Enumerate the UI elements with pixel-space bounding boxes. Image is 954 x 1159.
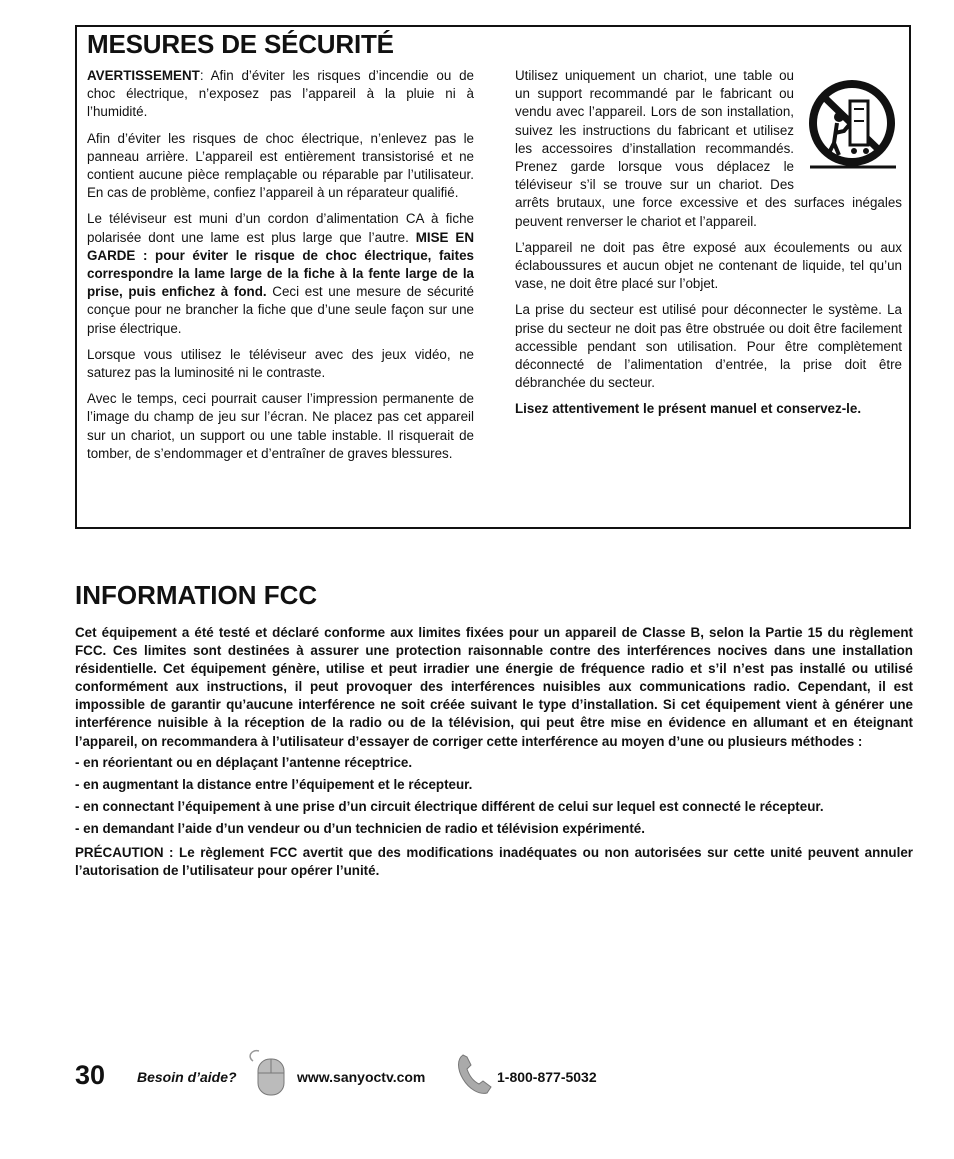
plug-end: Ceci est une mesure de sécurité conçue pour ne brancher la fiche que d’une seule façon sur une prise électrique. [87, 284, 475, 336]
fcc-title: INFORMATION FCC [75, 580, 318, 610]
safety-right-column [515, 67, 902, 427]
website-link[interactable]: www.sanyoctv.com [297, 1069, 426, 1085]
help-text: Besoin d’aide? [137, 1069, 237, 1085]
warning-label: AVERTISSEMENT [87, 68, 200, 83]
fcc-precaution: PRÉCAUTION : Le règlement FCC avertit que des modifications inadéquates ou non autorisées sur cette unité peuvent annuler l’autorisation de l’utilisateur pour opérer l’unité. [75, 845, 913, 879]
polarized-plug-paragraph [87, 210, 474, 337]
safety-box [75, 25, 911, 529]
safety-left-column [87, 67, 474, 471]
plug-caution: MISE EN GARDE : pour éviter le risque de choc électrique, faites correspondre la lame large de la fiche à la fente large de la prise, puis enfichez à fond. [87, 229, 474, 300]
phone-icon [455, 1051, 499, 1097]
fcc-method-item: - en augmentant la distance entre l’équipement et le récepteur. [75, 776, 473, 792]
cart-text: Utilisez uniquement un chariot, une table ou un support recommandé par le fabricant ou vendu avec l’appareil. Lors de son installation, suivez les instructions du fabricant et utilisez les accessoires d’installation recommandés. Prenez garde lorsque vous déplacez le téléviseur s’il se trouve sur un chariot. Des arrêts brutaux, une force excessive et des surfaces inégales peuvent renverser le chariot et l’appareil. [515, 68, 902, 229]
cart-warning-icon [802, 75, 902, 175]
page-number: 30 [75, 1060, 106, 1090]
phone-number[interactable]: 1-800-877-5032 [497, 1069, 597, 1085]
safety-title: MESURES DE SÉCURITÉ [87, 29, 394, 59]
back-panel-paragraph: Afin d’éviter les risques de choc électrique, n’enlevez pas le panneau arrière. L’appareil est entièrement transistorisé et ne contient aucune pièce remplaçable ou réparable par l’utilisateur. En cas de problème, confiez l’appareil à un réparateur qualifié. [87, 130, 474, 201]
read-manual-paragraph: Lisez attentivement le présent manuel et conservez-le. [515, 401, 862, 417]
fcc-method-item: - en demandant l’aide d’un vendeur ou d’un technicien de radio et télévision expérimenté. [75, 820, 645, 836]
fcc-method-item: - en connectant l’équipement à une prise d’un circuit électrique différent de celui sur lequel est connecté le récepteur. [75, 798, 824, 814]
mouse-icon [245, 1047, 295, 1099]
mains-plug-paragraph: La prise du secteur est utilisé pour déconnecter le système. La prise du secteur ne doit pas être obstruée ou doit être facilement accessible pendant son utilisation. Pour être complètement déconnecté de l’alimentation d’entrée, la prise doit être débranchée du secteur. [515, 302, 902, 391]
fcc-method-item: - en réorientant ou en déplaçant l’antenne réceptrice. [75, 754, 413, 770]
liquid-paragraph: L’appareil ne doit pas être exposé aux écoulements ou aux éclaboussures et aucun objet ne contenant de liquide, tel qu’un vase, ne doit être placé sur l’objet. [515, 239, 902, 292]
fcc-intro: Cet équipement a été testé et déclaré conforme aux limites fixées pour un appareil de Classe B, selon la Partie 15 du règlement FCC. Ces limites sont destinées à assurer une protection raisonnable contre des interférences nocives dans une installation résidentielle. Cet équipement génère, utilise et peut irradier une énergie de fréquence radio et s’il n’est pas installé ou utilisé conformément aux instructions, il peut provoquer des interférences nuisibles aux communications radio. Cependant, il est impossible de garantir qu’aucune interférence ne soit créée suivant le type d’installation. Si cet équipement vient à générer une interférence nuisible à la réception de la radio ou de la télévision, qui peut être mise en évidence en allumant et en éteignant l’appareil, on recommandera à l’utilisateur d’essayer de corriger cette interférence au moyen d’une ou plusieurs méthodes : [75, 625, 913, 749]
fcc-body [75, 624, 913, 880]
video-games-paragraph: Lorsque vous utilisez le téléviseur avec des jeux vidéo, ne saturez pas la luminosité ni le contraste. [87, 346, 474, 381]
footer [75, 1055, 775, 1103]
warning-paragraph [87, 67, 474, 122]
burn-in-paragraph: Avec le temps, ceci pourrait causer l’impression permanente de l’image du champ de jeu sur l’écran. Ne placez pas cet appareil sur un chariot, un support ou une table instable. Il risquerait de tomber, de s’endommager et d’entraîner de graves blessures. [87, 391, 474, 461]
fcc-methods-list [75, 754, 913, 838]
cart-paragraph [515, 67, 902, 231]
plug-intro: Le téléviseur est muni d’un cordon d’alimentation CA à fiche polarisée dont une lame est plus large que l’autre. [87, 211, 474, 245]
warning-text: : Afin d’éviter les risques d’incendie ou de choc électrique, n’exposez pas l’appareil à la pluie ni à l’humidité. [87, 68, 474, 120]
